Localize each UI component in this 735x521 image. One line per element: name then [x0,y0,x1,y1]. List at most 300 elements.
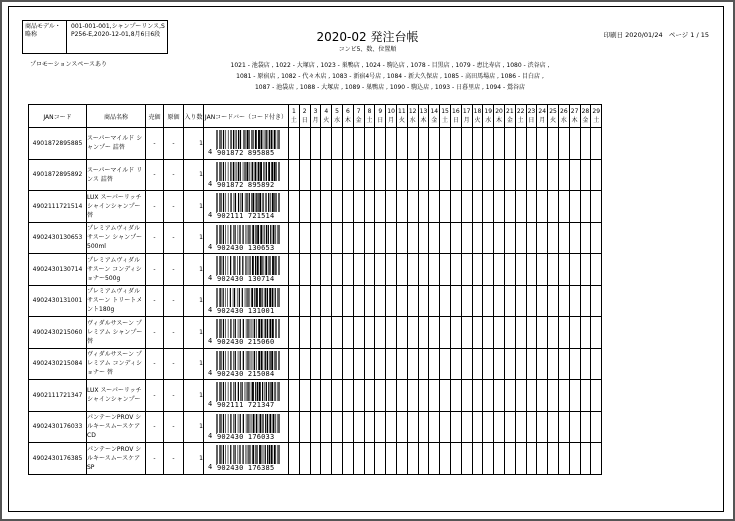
order-day-cell[interactable] [386,222,397,254]
order-day-cell[interactable] [375,411,386,443]
order-day-cell[interactable] [364,222,375,254]
order-day-cell[interactable] [537,348,548,380]
order-day-cell[interactable] [558,191,569,223]
order-day-cell[interactable] [310,411,321,443]
order-day-cell[interactable] [472,191,483,223]
order-day-cell[interactable] [407,254,418,286]
order-day-cell[interactable] [364,254,375,286]
order-day-cell[interactable] [342,285,353,317]
order-day-cell[interactable] [537,317,548,349]
order-day-cell[interactable] [342,411,353,443]
order-day-cell[interactable] [569,254,580,286]
order-day-cell[interactable] [526,443,537,475]
order-day-cell[interactable] [558,348,569,380]
order-day-cell[interactable] [537,254,548,286]
order-day-cell[interactable] [515,348,526,380]
order-day-cell[interactable] [332,222,343,254]
order-day-cell[interactable] [342,128,353,160]
order-day-cell[interactable] [375,348,386,380]
order-day-cell[interactable] [364,128,375,160]
order-day-cell[interactable] [375,159,386,191]
order-day-cell[interactable] [440,159,451,191]
order-day-cell[interactable] [396,159,407,191]
order-day-cell[interactable] [515,128,526,160]
order-day-cell[interactable] [418,443,429,475]
order-day-cell[interactable] [418,348,429,380]
order-day-cell[interactable] [342,222,353,254]
order-day-cell[interactable] [558,317,569,349]
order-day-cell[interactable] [342,348,353,380]
order-day-cell[interactable] [396,317,407,349]
order-day-cell[interactable] [472,380,483,412]
order-day-cell[interactable] [342,254,353,286]
order-day-cell[interactable] [353,411,364,443]
order-day-cell[interactable] [526,348,537,380]
order-day-cell[interactable] [537,443,548,475]
order-day-cell[interactable] [461,443,472,475]
order-day-cell[interactable] [299,411,310,443]
order-day-cell[interactable] [548,222,559,254]
order-day-cell[interactable] [483,317,494,349]
order-day-cell[interactable] [321,317,332,349]
order-day-cell[interactable] [472,159,483,191]
order-day-cell[interactable] [299,222,310,254]
order-day-cell[interactable] [407,191,418,223]
order-day-cell[interactable] [353,128,364,160]
order-day-cell[interactable] [450,317,461,349]
order-day-cell[interactable] [440,285,451,317]
order-day-cell[interactable] [407,348,418,380]
order-day-cell[interactable] [461,317,472,349]
order-day-cell[interactable] [289,285,300,317]
order-day-cell[interactable] [548,254,559,286]
order-day-cell[interactable] [418,191,429,223]
order-day-cell[interactable] [440,191,451,223]
order-day-cell[interactable] [429,443,440,475]
order-day-cell[interactable] [526,128,537,160]
order-day-cell[interactable] [440,222,451,254]
order-day-cell[interactable] [289,443,300,475]
order-day-cell[interactable] [472,443,483,475]
order-day-cell[interactable] [310,222,321,254]
order-day-cell[interactable] [375,317,386,349]
order-day-cell[interactable] [580,222,591,254]
order-day-cell[interactable] [310,380,321,412]
order-day-cell[interactable] [364,380,375,412]
order-day-cell[interactable] [461,380,472,412]
order-day-cell[interactable] [386,159,397,191]
order-day-cell[interactable] [440,380,451,412]
order-day-cell[interactable] [310,191,321,223]
order-day-cell[interactable] [310,254,321,286]
order-day-cell[interactable] [591,159,602,191]
order-day-cell[interactable] [515,254,526,286]
order-day-cell[interactable] [407,443,418,475]
order-day-cell[interactable] [407,411,418,443]
order-day-cell[interactable] [569,159,580,191]
order-day-cell[interactable] [429,348,440,380]
order-day-cell[interactable] [461,285,472,317]
order-day-cell[interactable] [494,443,505,475]
order-day-cell[interactable] [386,254,397,286]
order-day-cell[interactable] [396,191,407,223]
order-day-cell[interactable] [591,191,602,223]
order-day-cell[interactable] [548,348,559,380]
order-day-cell[interactable] [472,411,483,443]
order-day-cell[interactable] [504,411,515,443]
order-day-cell[interactable] [299,128,310,160]
order-day-cell[interactable] [332,191,343,223]
order-day-cell[interactable] [450,128,461,160]
order-day-cell[interactable] [450,254,461,286]
order-day-cell[interactable] [558,285,569,317]
order-day-cell[interactable] [440,254,451,286]
order-day-cell[interactable] [504,348,515,380]
order-day-cell[interactable] [472,317,483,349]
order-day-cell[interactable] [591,348,602,380]
order-day-cell[interactable] [494,254,505,286]
order-day-cell[interactable] [321,159,332,191]
order-day-cell[interactable] [321,222,332,254]
order-day-cell[interactable] [353,159,364,191]
order-day-cell[interactable] [483,254,494,286]
order-day-cell[interactable] [483,348,494,380]
order-day-cell[interactable] [526,317,537,349]
order-day-cell[interactable] [526,285,537,317]
order-day-cell[interactable] [429,411,440,443]
order-day-cell[interactable] [461,222,472,254]
order-day-cell[interactable] [494,285,505,317]
order-day-cell[interactable] [299,380,310,412]
order-day-cell[interactable] [375,222,386,254]
order-day-cell[interactable] [299,159,310,191]
order-day-cell[interactable] [580,128,591,160]
order-day-cell[interactable] [569,317,580,349]
order-day-cell[interactable] [321,380,332,412]
order-day-cell[interactable] [580,443,591,475]
order-day-cell[interactable] [558,380,569,412]
order-day-cell[interactable] [321,254,332,286]
order-day-cell[interactable] [353,254,364,286]
order-day-cell[interactable] [483,222,494,254]
order-day-cell[interactable] [472,254,483,286]
order-day-cell[interactable] [450,411,461,443]
order-day-cell[interactable] [418,128,429,160]
order-day-cell[interactable] [364,159,375,191]
order-day-cell[interactable] [558,128,569,160]
order-day-cell[interactable] [591,254,602,286]
order-day-cell[interactable] [364,411,375,443]
order-day-cell[interactable] [386,348,397,380]
order-day-cell[interactable] [548,285,559,317]
order-day-cell[interactable] [504,191,515,223]
order-day-cell[interactable] [289,128,300,160]
order-day-cell[interactable] [472,285,483,317]
order-day-cell[interactable] [537,222,548,254]
order-day-cell[interactable] [569,411,580,443]
order-day-cell[interactable] [310,159,321,191]
order-day-cell[interactable] [418,411,429,443]
order-day-cell[interactable] [440,348,451,380]
order-day-cell[interactable] [537,191,548,223]
order-day-cell[interactable] [321,348,332,380]
order-day-cell[interactable] [450,222,461,254]
order-day-cell[interactable] [494,348,505,380]
order-day-cell[interactable] [591,317,602,349]
order-day-cell[interactable] [289,159,300,191]
order-day-cell[interactable] [537,411,548,443]
order-day-cell[interactable] [386,128,397,160]
order-day-cell[interactable] [321,411,332,443]
order-day-cell[interactable] [461,159,472,191]
order-day-cell[interactable] [440,128,451,160]
order-day-cell[interactable] [386,285,397,317]
order-day-cell[interactable] [526,380,537,412]
order-day-cell[interactable] [537,159,548,191]
order-day-cell[interactable] [418,380,429,412]
order-day-cell[interactable] [353,222,364,254]
order-day-cell[interactable] [375,128,386,160]
order-day-cell[interactable] [364,285,375,317]
order-day-cell[interactable] [299,254,310,286]
order-day-cell[interactable] [353,443,364,475]
order-day-cell[interactable] [429,380,440,412]
order-day-cell[interactable] [580,191,591,223]
order-day-cell[interactable] [591,443,602,475]
order-day-cell[interactable] [396,128,407,160]
order-day-cell[interactable] [321,443,332,475]
order-day-cell[interactable] [580,159,591,191]
order-day-cell[interactable] [289,222,300,254]
order-day-cell[interactable] [504,285,515,317]
order-day-cell[interactable] [548,191,559,223]
order-day-cell[interactable] [342,159,353,191]
order-day-cell[interactable] [299,191,310,223]
order-day-cell[interactable] [483,411,494,443]
order-day-cell[interactable] [407,317,418,349]
order-day-cell[interactable] [342,380,353,412]
order-day-cell[interactable] [429,285,440,317]
order-day-cell[interactable] [548,411,559,443]
order-day-cell[interactable] [299,285,310,317]
order-day-cell[interactable] [429,191,440,223]
order-day-cell[interactable] [396,348,407,380]
order-day-cell[interactable] [558,159,569,191]
order-day-cell[interactable] [386,317,397,349]
order-day-cell[interactable] [353,380,364,412]
order-day-cell[interactable] [353,285,364,317]
order-day-cell[interactable] [450,159,461,191]
order-day-cell[interactable] [494,411,505,443]
order-day-cell[interactable] [461,254,472,286]
order-day-cell[interactable] [386,191,397,223]
order-day-cell[interactable] [289,317,300,349]
order-day-cell[interactable] [407,222,418,254]
order-day-cell[interactable] [526,254,537,286]
order-day-cell[interactable] [537,128,548,160]
order-day-cell[interactable] [526,222,537,254]
order-day-cell[interactable] [569,285,580,317]
order-day-cell[interactable] [483,191,494,223]
order-day-cell[interactable] [504,254,515,286]
order-day-cell[interactable] [548,380,559,412]
order-day-cell[interactable] [504,222,515,254]
order-day-cell[interactable] [515,380,526,412]
order-day-cell[interactable] [310,348,321,380]
order-day-cell[interactable] [332,380,343,412]
order-day-cell[interactable] [332,159,343,191]
order-day-cell[interactable] [580,317,591,349]
order-day-cell[interactable] [386,411,397,443]
order-day-cell[interactable] [386,380,397,412]
order-day-cell[interactable] [364,443,375,475]
order-day-cell[interactable] [580,380,591,412]
order-day-cell[interactable] [494,159,505,191]
order-day-cell[interactable] [332,285,343,317]
order-day-cell[interactable] [364,191,375,223]
order-day-cell[interactable] [407,380,418,412]
order-day-cell[interactable] [321,128,332,160]
order-day-cell[interactable] [407,285,418,317]
order-day-cell[interactable] [569,222,580,254]
order-day-cell[interactable] [429,128,440,160]
order-day-cell[interactable] [332,254,343,286]
order-day-cell[interactable] [429,254,440,286]
order-day-cell[interactable] [418,285,429,317]
order-day-cell[interactable] [418,254,429,286]
order-day-cell[interactable] [299,348,310,380]
order-day-cell[interactable] [515,191,526,223]
order-day-cell[interactable] [569,128,580,160]
order-day-cell[interactable] [472,128,483,160]
order-day-cell[interactable] [450,285,461,317]
order-day-cell[interactable] [558,254,569,286]
order-day-cell[interactable] [299,443,310,475]
order-day-cell[interactable] [310,317,321,349]
order-day-cell[interactable] [472,348,483,380]
order-day-cell[interactable] [310,128,321,160]
order-day-cell[interactable] [548,317,559,349]
order-day-cell[interactable] [342,317,353,349]
order-day-cell[interactable] [483,380,494,412]
order-day-cell[interactable] [396,222,407,254]
order-day-cell[interactable] [289,348,300,380]
order-day-cell[interactable] [440,317,451,349]
order-day-cell[interactable] [461,348,472,380]
order-day-cell[interactable] [310,443,321,475]
order-day-cell[interactable] [494,222,505,254]
order-day-cell[interactable] [386,443,397,475]
order-day-cell[interactable] [483,285,494,317]
order-day-cell[interactable] [483,128,494,160]
order-day-cell[interactable] [407,159,418,191]
order-day-cell[interactable] [591,411,602,443]
order-day-cell[interactable] [526,191,537,223]
order-day-cell[interactable] [472,222,483,254]
order-day-cell[interactable] [494,317,505,349]
order-day-cell[interactable] [342,191,353,223]
order-day-cell[interactable] [558,443,569,475]
order-day-cell[interactable] [418,159,429,191]
order-day-cell[interactable] [548,159,559,191]
order-day-cell[interactable] [353,348,364,380]
order-day-cell[interactable] [580,254,591,286]
order-day-cell[interactable] [332,411,343,443]
order-day-cell[interactable] [450,348,461,380]
order-day-cell[interactable] [429,222,440,254]
order-day-cell[interactable] [591,128,602,160]
order-day-cell[interactable] [483,159,494,191]
order-day-cell[interactable] [396,285,407,317]
order-day-cell[interactable] [407,128,418,160]
order-day-cell[interactable] [515,317,526,349]
order-day-cell[interactable] [558,411,569,443]
order-day-cell[interactable] [483,443,494,475]
order-day-cell[interactable] [375,380,386,412]
order-day-cell[interactable] [548,128,559,160]
order-day-cell[interactable] [321,285,332,317]
order-day-cell[interactable] [537,380,548,412]
order-day-cell[interactable] [494,128,505,160]
order-day-cell[interactable] [375,191,386,223]
order-day-cell[interactable] [504,443,515,475]
order-day-cell[interactable] [396,443,407,475]
order-day-cell[interactable] [515,285,526,317]
order-day-cell[interactable] [461,411,472,443]
order-day-cell[interactable] [569,191,580,223]
order-day-cell[interactable] [515,411,526,443]
order-day-cell[interactable] [364,317,375,349]
order-day-cell[interactable] [396,380,407,412]
order-day-cell[interactable] [494,380,505,412]
order-day-cell[interactable] [537,285,548,317]
order-day-cell[interactable] [504,159,515,191]
order-day-cell[interactable] [321,191,332,223]
order-day-cell[interactable] [418,317,429,349]
order-day-cell[interactable] [396,411,407,443]
order-day-cell[interactable] [440,443,451,475]
order-day-cell[interactable] [450,191,461,223]
order-day-cell[interactable] [515,222,526,254]
order-day-cell[interactable] [289,411,300,443]
order-day-cell[interactable] [332,317,343,349]
order-day-cell[interactable] [515,443,526,475]
order-day-cell[interactable] [342,443,353,475]
order-day-cell[interactable] [591,380,602,412]
order-day-cell[interactable] [440,411,451,443]
order-day-cell[interactable] [332,443,343,475]
order-day-cell[interactable] [591,222,602,254]
order-day-cell[interactable] [310,285,321,317]
order-day-cell[interactable] [289,254,300,286]
order-day-cell[interactable] [418,222,429,254]
order-day-cell[interactable] [364,348,375,380]
order-day-cell[interactable] [569,380,580,412]
order-day-cell[interactable] [526,159,537,191]
order-day-cell[interactable] [548,443,559,475]
order-day-cell[interactable] [504,380,515,412]
order-day-cell[interactable] [569,348,580,380]
order-day-cell[interactable] [375,254,386,286]
order-day-cell[interactable] [353,191,364,223]
order-day-cell[interactable] [289,380,300,412]
order-day-cell[interactable] [332,128,343,160]
order-day-cell[interactable] [450,380,461,412]
order-day-cell[interactable] [591,285,602,317]
order-day-cell[interactable] [580,348,591,380]
order-day-cell[interactable] [580,285,591,317]
order-day-cell[interactable] [461,191,472,223]
